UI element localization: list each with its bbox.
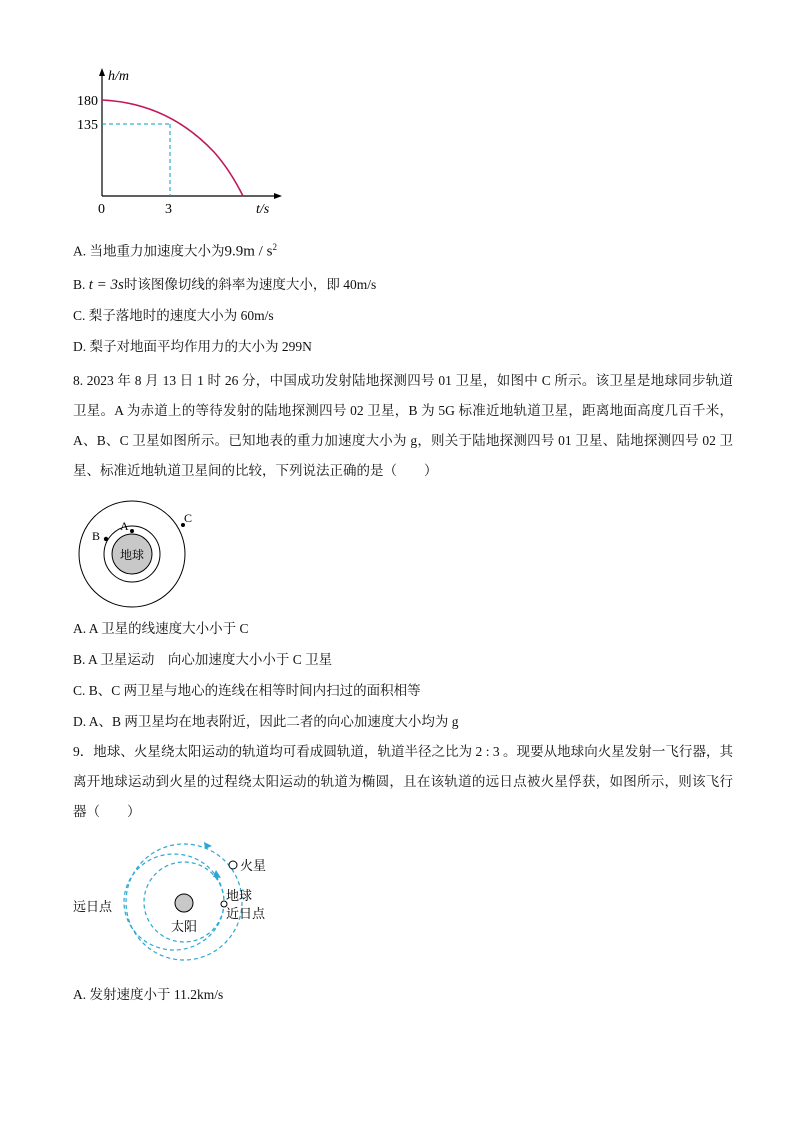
label-a: A bbox=[120, 519, 129, 533]
sun-label: 太阳 bbox=[170, 919, 198, 934]
tick-3: 3 bbox=[165, 202, 172, 217]
q9-stem: 9．地球、火星绕太阳运动的轨道均可看成圆轨道，轨道半径之比为 2 : 3 。现要从地球向火星发射一飞行器，其离开地球运动到火星的过程绕太阳运动的轨道为椭圆，且在该轨道的远日点被火星俘获，如图所示，则该飞行器（ ） bbox=[73, 744, 733, 819]
label-c: C bbox=[184, 511, 193, 525]
q8-stem: 8. 2023 年 8 月 13 日 1 时 26 分，中国成功发射陆地探测四号 01 卫星，如图中 C 所示。该卫星是地球同步轨道卫星。A 为赤道上的等待发射的陆地探测四号 02 卫星，B 为 5G 标准近地轨道卫星，距离地面高度几百千米，A、B、C 卫星如图所示。已知地表的重力加速度大小为 g，则关于陆地探测四号 01 卫星、陆地探测四号 02 卫星、标准近地轨道卫星间的比较，下列说法正确的是（ ） bbox=[73, 373, 733, 478]
label-b: B bbox=[92, 529, 101, 543]
transfer-orbit bbox=[124, 854, 224, 950]
q8-option-b: B. A 卫星运动 向心加速度大小小于 C 卫星 bbox=[73, 652, 333, 667]
q7-option-d: D. 梨子对地面平均作用力的大小为 299N bbox=[73, 339, 312, 354]
transfer-orbit-diagram bbox=[70, 834, 280, 974]
x-axis-label: t/s bbox=[256, 202, 270, 217]
satellite-a bbox=[130, 529, 134, 533]
mars-label: 火星 bbox=[240, 858, 267, 873]
q8-option-c: C. B、C 两卫星与地心的连线在相等时间内扫过的面积相等 bbox=[73, 683, 421, 698]
x-axis-arrow bbox=[274, 193, 282, 199]
q8-option-a: A. A 卫星的线速度大小小于 C bbox=[73, 621, 249, 636]
orbit-arrow-right bbox=[213, 870, 221, 878]
perihelion-label: 近日点 bbox=[226, 906, 266, 921]
earth-label: 地球 bbox=[119, 548, 145, 562]
q7-option-a: A. 当地重力加速度大小为$9.9m / s^2$ bbox=[73, 242, 277, 260]
q7-option-a-value: 9.9m / s bbox=[224, 243, 273, 260]
q9-option-a: A. 发射速度小于 11.2km/s bbox=[73, 987, 224, 1002]
tick-135: 135 bbox=[77, 118, 98, 133]
satellite-orbit-diagram bbox=[66, 500, 216, 612]
q8-option-d: D. A、B 两卫星均在地表附近，因此二者的向心加速度大小均为 g bbox=[73, 714, 459, 729]
q7-option-b: B. t = 3s时该图像切线的斜率为速度大小，即 40m/s bbox=[73, 277, 377, 293]
earth-label: 地球 bbox=[226, 888, 253, 903]
q7-option-c: C. 梨子落地时的速度大小为 60m/s bbox=[73, 308, 274, 323]
y-axis-label: h/m bbox=[108, 69, 129, 84]
fall-curve bbox=[102, 100, 243, 196]
height-time-graph bbox=[64, 62, 294, 222]
satellite-b bbox=[104, 537, 108, 541]
q7-option-b-formula: t = 3s bbox=[88, 277, 124, 293]
tick-0: 0 bbox=[98, 202, 105, 217]
mars-body bbox=[229, 861, 237, 869]
aphelion-label: 远日点 bbox=[73, 899, 113, 914]
sun-body bbox=[175, 894, 193, 912]
orbit-arrow-top bbox=[204, 842, 212, 849]
y-axis-arrow bbox=[99, 68, 105, 76]
tick-180: 180 bbox=[77, 94, 98, 109]
